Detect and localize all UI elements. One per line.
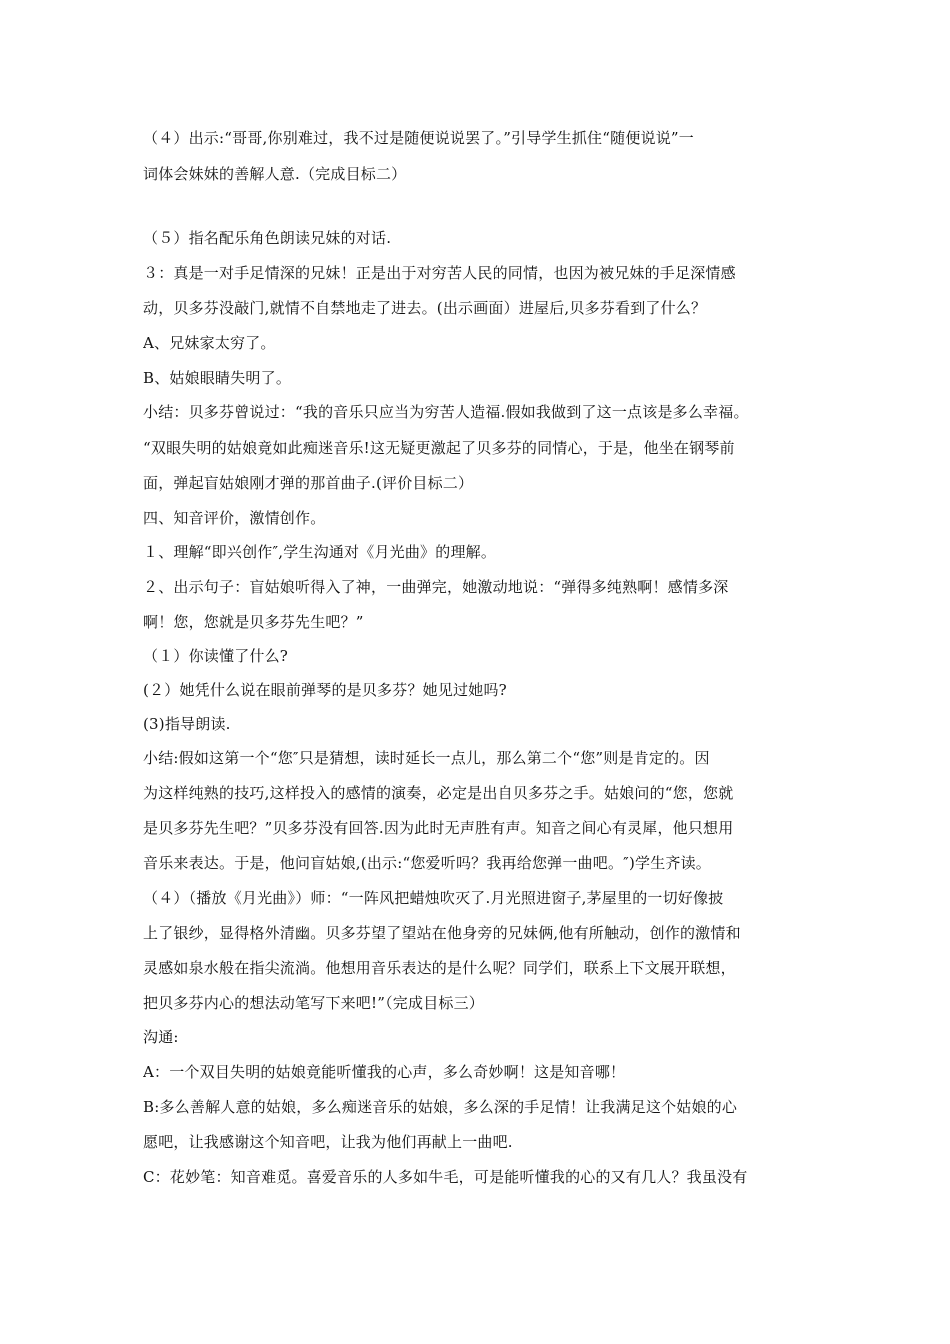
section-heading: 四、知音评价，激情创作。: [143, 509, 326, 527]
text-line: (3)指导朗读.: [143, 715, 231, 733]
text-line: 沟通:: [143, 1028, 179, 1046]
text-line: 愿吧，让我感谢这个知音吧，让我为他们再献上一曲吧.: [143, 1133, 513, 1151]
text-line: A、兄妹家太穷了。: [143, 334, 276, 352]
text-line: 词体会妹妹的善解人意.（完成目标二）: [143, 165, 407, 183]
text-line: 灵感如泉水般在指尖流淌。他想用音乐表达的是什么呢？同学们，联系上下文展开联想，: [143, 959, 736, 977]
text-line: (２）她凭什么说在眼前弹琴的是贝多芬？她见过她吗?: [143, 681, 507, 699]
text-line: １、理解“即兴创作″,学生沟通对《月光曲》的理解。: [143, 543, 497, 561]
text-line: ３：真是一对手足情深的兄妹！正是出于对穷苦人民的同情，也因为被兄妹的手足深情感: [143, 264, 736, 282]
text-line: 上了银纱，显得格外清幽。贝多芬望了望站在他身旁的兄妹俩,他有所触动，创作的激情和: [143, 924, 741, 942]
text-line: B、姑娘眼睛失明了。: [143, 369, 292, 387]
text-line: 啊！您，您就是贝多芬先生吧？”: [143, 613, 364, 631]
text-line: 小结：贝多芬曾说过：“我的音乐只应当为穷苦人造福.假如我做到了这一点该是多么幸福。: [143, 403, 749, 421]
text-line: 小结:假如这第一个“您″只是猜想，读时延长一点儿，那么第二个“您”则是肯定的。因: [143, 749, 710, 767]
text-line: （１）你读懂了什么?: [143, 647, 289, 665]
text-line: “双眼失明的姑娘竟如此痴迷音乐!这无疑更激起了贝多芬的同情心，于是，他坐在钢琴前: [143, 439, 735, 457]
text-line: 动，贝多芬没敲门,就情不自禁地走了进去。(出示画面）进屋后,贝多芬看到了什么？: [143, 299, 707, 317]
text-line: 面，弹起盲姑娘刚才弹的那首曲子.(评价目标二）: [143, 474, 474, 492]
text-line: A：一个双目失明的姑娘竟能听懂我的心声，多么奇妙啊！这是知音哪！: [143, 1063, 626, 1081]
text-line: 音乐来表达。于是，他问盲姑娘,(出示:“您爱听吗？我再给您弹一曲吧。″)学生齐读。: [143, 854, 712, 872]
text-line: 是贝多芬先生吧？”贝多芬没有回答.因为此时无声胜有声。知音之间心有灵犀，他只想用: [143, 819, 734, 837]
text-line: C：花妙笔：知音难觅。喜爱音乐的人多如牛毛，可是能听懂我的心的又有几人？我虽没有: [143, 1168, 748, 1186]
text-line: 为这样纯熟的技巧,这样投入的感情的演奏，必定是出自贝多芬之手。姑娘问的“您，您就: [143, 784, 734, 802]
text-line: ２、出示句子：盲姑娘听得入了神，一曲弹完，她激动地说：“弹得多纯熟啊！感情多深: [143, 578, 729, 596]
text-line: B:多么善解人意的姑娘，多么痴迷音乐的姑娘，多么深的手足情！让我满足这个姑娘的心: [143, 1098, 738, 1116]
text-line: 把贝多芬内心的想法动笔写下来吧!”（完成目标三）: [143, 994, 484, 1012]
text-line: （５）指名配乐角色朗读兄妹的对话.: [143, 229, 392, 247]
text-line: （４）（播放《月光曲》）师：“一阵风把蜡烛吹灭了.月光照进窗子,茅屋里的一切好像披: [143, 889, 724, 907]
text-line: （４）出示:“哥哥,你别难过，我不过是随便说说罢了。”引导学生抓住“随便说说”一: [143, 129, 694, 147]
